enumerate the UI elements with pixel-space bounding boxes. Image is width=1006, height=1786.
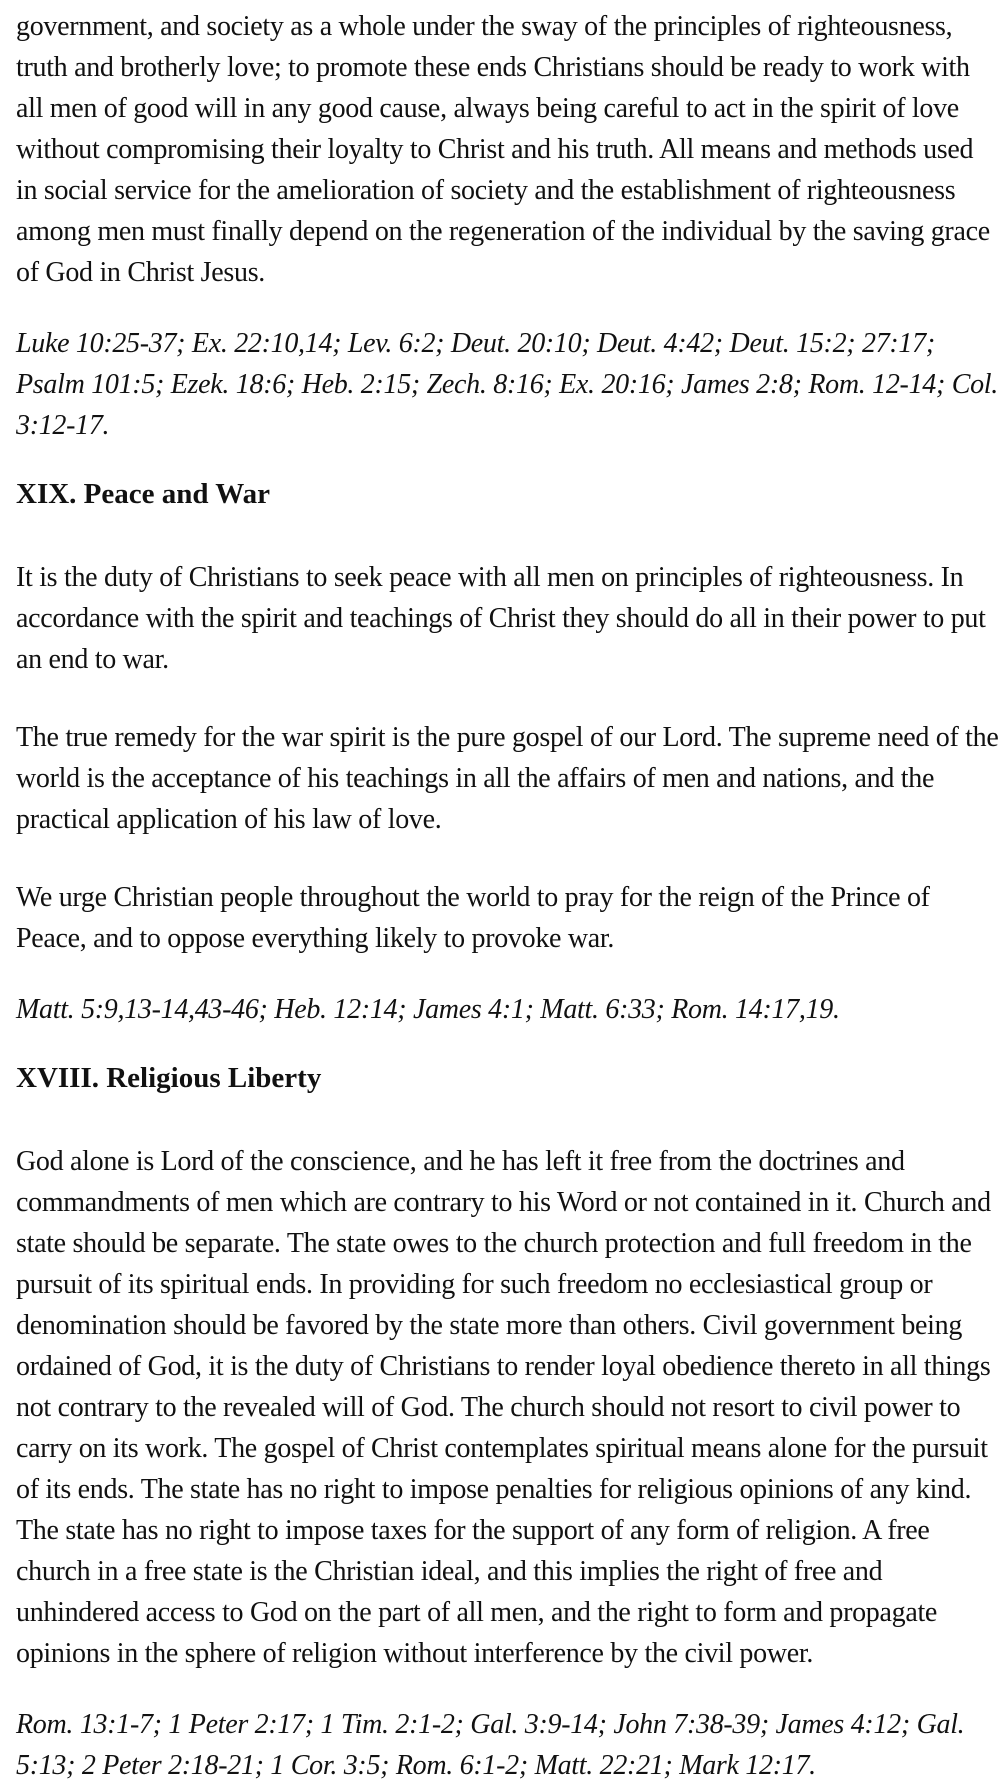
religious-liberty-paragraph: God alone is Lord of the conscience, and he has left it free from the doctrines and commandments of men which are contrary to his Word or not contained in it. Church and state should be separate. The state owes to the church protection and full freedom in the pursuit of its spiritual ends. In providing for such freedom no ecclesiastical group or denomination should be favored by the state more than others. Civil government being ordained of God, it is the duty of Christians to render loyal obedience thereto in all things not contrary to the revealed will of God. The church should not resort to civil power to carry on its work. The gospel of Christ contemplates spiritual means alone for the pursuit of its ends. The state has no right to impose penalties for religious opinions of any kind. The state has no right to impose taxes for the support of any form of religion. A free church in a free state is the Christian ideal, and this implies the right of free and unhindered access to God on the part of all men, and the right to form and propagate opinions in the sphere of religion without interference by the civil power. (16, 1146, 991, 1669)
peace-and-war-scripture-references: Matt. 5:9,13-14,43-46; Heb. 12:14; James 4:1; Matt. 6:33; Rom. 14:17,19. (16, 994, 840, 1025)
peace-and-war-paragraph-3: We urge Christian people throughout the world to pray for the reign of the Prince of Peace, and to oppose everything likely to provoke war. (16, 882, 930, 954)
peace-and-war-heading: XIX. Peace and War (16, 478, 271, 510)
peace-and-war-paragraph-2: The true remedy for the war spirit is the pure gospel of our Lord. The supreme need of the world is the acceptance of his teachings in all the affairs of men and nations, and the practical application of his law of love. (16, 722, 999, 835)
religious-liberty-heading: XVIII. Religious Liberty (16, 1062, 322, 1094)
social-order-paragraph: government, and society as a whole under the sway of the principles of righteousness, truth and brotherly love; to promote these ends Christians should be ready to work with all men of good will in any good cause, always being careful to act in the spirit of love without compromising their loyalty to Christ and his truth. All means and methods used in social service for the amelioration of society and the establishment of righteousness among men must finally depend on the regeneration of the individual by the saving grace of God in Christ Jesus. (16, 11, 990, 288)
social-order-scripture-references: Luke 10:25-37; Ex. 22:10,14; Lev. 6:2; Deut. 20:10; Deut. 4:42; Deut. 15:2; 27:17; Psalm 101:5; Ezek. 18:6; Heb. 2:15; Zech. 8:16; Ex. 20:16; James 2:8; Rom. 12-14; Col. 3:12-17. (16, 328, 998, 441)
religious-liberty-scripture-references: Rom. 13:1-7; 1 Peter 2:17; 1 Tim. 2:1-2; Gal. 3:9-14; John 7:38-39; James 4:12; Gal. 5:13; 2 Peter 2:18-21; 1 Cor. 3:5; Rom. 6:1-2; Matt. 22:21; Mark 12:17. (16, 1709, 965, 1781)
peace-and-war-paragraph-1: It is the duty of Christians to seek peace with all men on principles of righteousness. In accordance with the spirit and teachings of Christ they should do all in their power to put an end to war. (16, 562, 986, 675)
